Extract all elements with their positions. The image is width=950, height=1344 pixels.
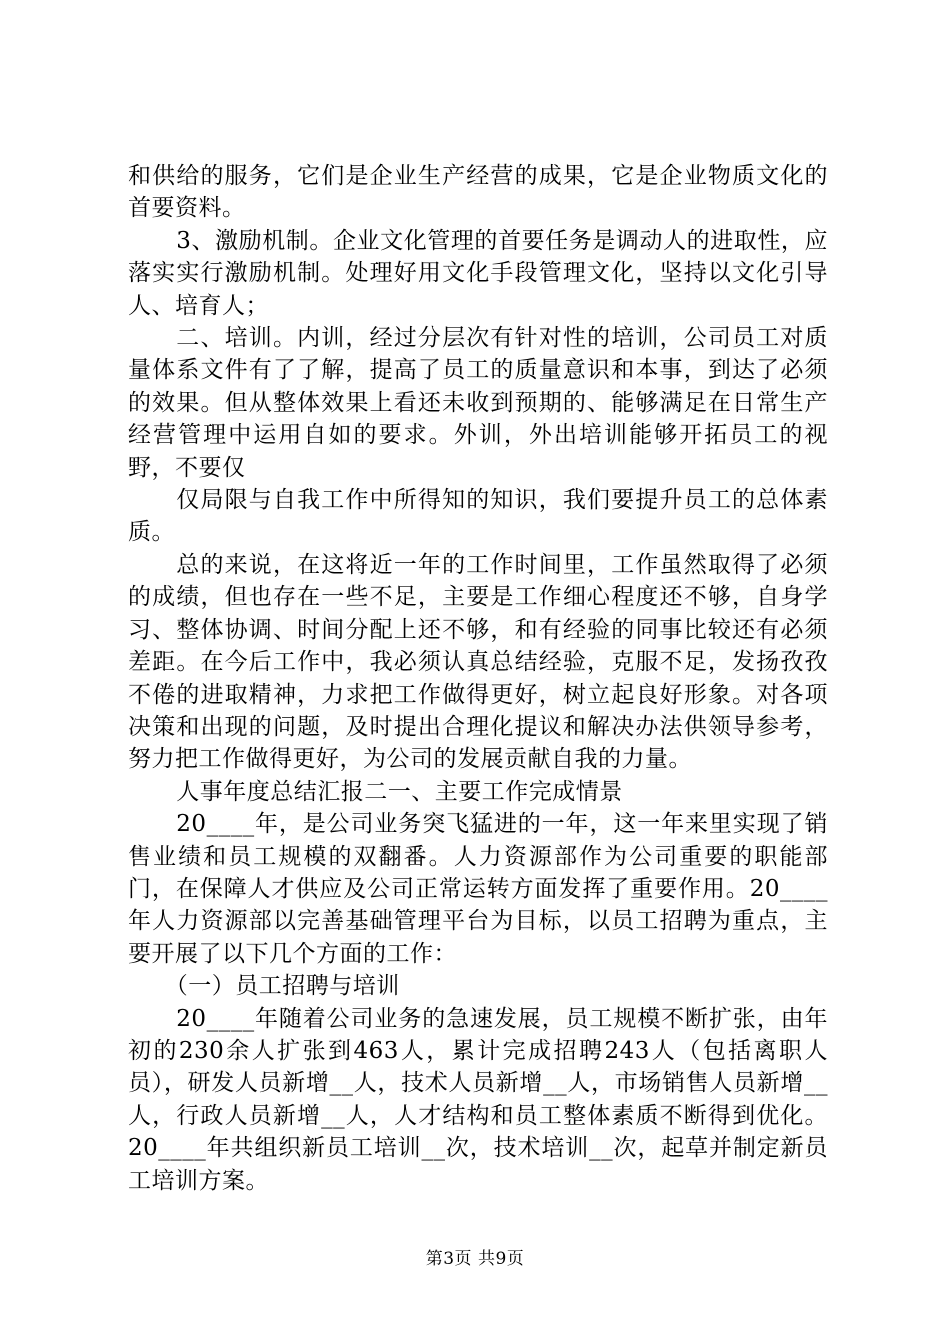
paragraph-training: 二、培训。内训，经过分层次有针对性的培训，公司员工对质量体系文件有了了解，提高了员工的质量意识和本事，到达了必须的效果。但从整体效果上看还未收到预期的、能够满足在日常生产经营管理中运用自如的要求。外训，外出培训能够开拓员工的视野，不要仅 [128,325,828,481]
paragraph-incentive-mechanism: 3、激励机制。企业文化管理的首要任务是调动人的进取性，应落实实行激励机制。处理好用文化手段管理文化，坚持以文化引导人、培育人； [128,227,828,319]
document-body [128,160,828,1197]
subheading-recruitment-training: （一）员工招聘与培训 [164,973,400,1000]
paragraph-recruitment-details: 20____年随着公司业务的急速发展，员工规模不断扩张，由年初的230余人扩张到463人，累计完成招聘243人（包括离职人员），研发人员新增__人，技术人员新增__人，市场销售人员新增__人，行政人员新增__人，人才结构和员工整体素质不断得到优化。20____年共组织新员工培训__次，技术培训__次，起草并制定新员工培训方案。 [128,1005,828,1194]
section-heading-hr-report: 人事年度总结汇报二一、主要工作完成情景 [176,778,623,805]
paragraph-training-continued: 仅局限与自我工作中所得知的知识，我们要提升员工的总体素质。 [128,487,828,546]
paragraph-annual-overview: 20____年，是公司业务突飞猛进的一年，这一年来里实现了销售业绩和员工规模的双翻番。人力资源部作为公司重要的职能部门，在保障人才供应及公司正常运转方面发挥了重要作用。20____年人力资源部以完善基础管理平台为目标，以员工招聘为重点，主要开展了以下几个方面的工作： [128,811,828,967]
paragraph-summary: 总的来说，在这将近一年的工作时间里，工作虽然取得了必须的成绩，但也存在一些不足，主要是工作细心程度还不够，自身学习、整体协调、时间分配上还不够，和有经验的同事比较还有必须差距。在今后工作中，我必须认真总结经验，克服不足，发扬孜孜不倦的进取精神，力求把工作做得更好，树立起良好形象。对各项决策和出现的问题，及时提出合理化提议和解决办法供领导参考，努力把工作做得更好，为公司的发展贡献自我的力量。 [128,551,828,773]
paragraph-material-culture: 和供给的服务，它们是企业生产经营的成果，它是企业物质文化的首要资料。 [128,163,828,222]
page-number-footer: 第3页 共9页 [425,1249,525,1269]
